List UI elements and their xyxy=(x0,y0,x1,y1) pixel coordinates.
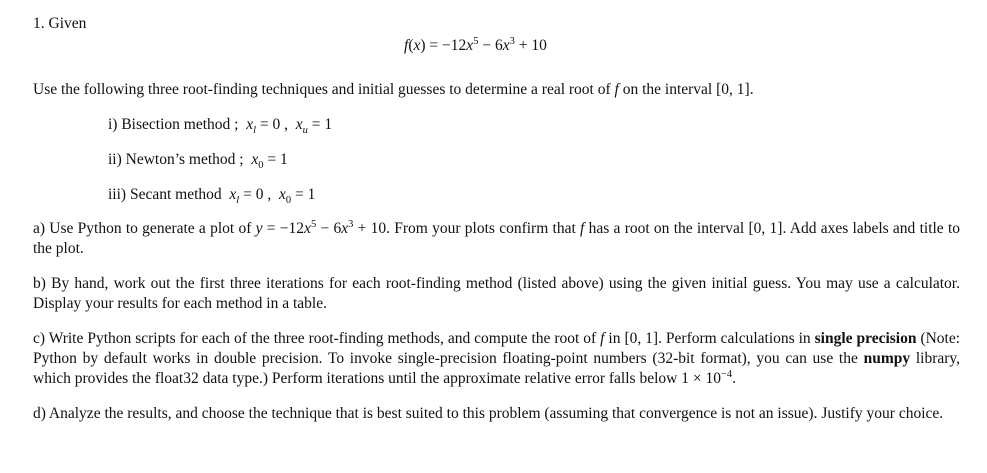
eq-sign: = xyxy=(429,37,439,54)
eq-const: 10 xyxy=(531,37,547,54)
part-a-interval: [0, 1] xyxy=(748,220,783,237)
eq-var2: x xyxy=(502,37,510,54)
instruction-f: f xyxy=(614,81,619,98)
guess-var: x xyxy=(295,116,303,133)
method-name: iii) Secant method xyxy=(108,186,222,203)
method-secant xyxy=(108,185,315,205)
guess-val: = 1 xyxy=(311,116,333,133)
part-c-text3: . Perform calculations in xyxy=(658,330,811,347)
instruction-interval: [0, 1] xyxy=(716,81,750,98)
part-a-mid: − 6 xyxy=(320,220,342,237)
guess-sub: l xyxy=(236,195,240,207)
guess-val: = 0 , xyxy=(259,116,289,133)
part-a-y: y xyxy=(255,220,263,237)
part-a-f: f xyxy=(580,220,585,237)
part-c-interval: [0, 1] xyxy=(624,330,659,347)
part-a-end: + 10. From your plots confirm that xyxy=(357,220,576,237)
part-a-var2: x xyxy=(341,220,349,237)
guess-sub: 0 xyxy=(285,195,292,207)
part-c-err-exp: −4 xyxy=(720,368,733,380)
eq-exp1: 5 xyxy=(473,35,479,47)
guess-val: = 1 xyxy=(294,186,316,203)
part-c-f: f xyxy=(600,330,605,347)
part-a-text2: has a root on the interval xyxy=(588,220,745,237)
eq-coef2: 6 xyxy=(494,37,503,54)
guess-sub: l xyxy=(253,125,257,137)
part-c-end: . xyxy=(732,370,737,387)
eq-coef1: 12 xyxy=(450,37,467,54)
guess-var: x xyxy=(278,186,286,203)
part-a-var1: x xyxy=(304,220,311,237)
part-a-text: a) Use Python to generate a plot of xyxy=(33,220,252,237)
part-c-bold-numpy: numpy xyxy=(863,350,911,367)
part-b xyxy=(33,274,960,314)
part-a-exp1: 5 xyxy=(310,218,317,230)
guess-val: = 0 , xyxy=(243,186,272,203)
part-c-text1: c) Write Python scripts for each of the three root-finding methods, and compute the root of xyxy=(33,330,597,347)
guess-val: = 1 xyxy=(267,151,288,168)
part-a-eq: = −12 xyxy=(266,220,305,237)
part-a xyxy=(33,219,960,259)
guess-sub: u xyxy=(302,125,308,137)
instruction-mid: on the interval xyxy=(622,81,713,98)
function-equation: $f(x) = -12x^5 - 6x^3 + 10$ xyxy=(404,35,547,54)
part-c-text2: in xyxy=(608,330,621,347)
part-d xyxy=(33,404,960,424)
instruction-text xyxy=(33,80,754,100)
guess-sub: 0 xyxy=(258,160,264,172)
eq-var: x xyxy=(413,37,421,54)
method-name: i) Bisection method ; xyxy=(108,116,239,133)
eq-neg: − xyxy=(442,37,451,54)
part-c-bold-single-precision: single precision xyxy=(814,330,917,347)
eq-func: f xyxy=(404,37,409,54)
guess-var: x xyxy=(246,116,254,133)
eq-minus: − xyxy=(482,37,492,54)
part-c-text4: (Note: Python by default works in double precision. To invoke single-precision floating-point numbers (32-bit format), you can use the xyxy=(33,330,961,367)
part-d-text: d) Analyze the results, and choose the technique that is best suited to this problem (assuming that convergence is not an issue). Justify your choice. xyxy=(33,405,944,422)
guess-var: x xyxy=(251,151,259,168)
problem-number-label: 1. Given xyxy=(33,15,87,32)
eq-plus: + xyxy=(518,37,528,54)
part-c-err-base: 1 × 10 xyxy=(681,370,721,387)
method-bisection xyxy=(108,115,332,135)
part-c-text5: library, which provides the float32 data type.) Perform iterations until the approximate relative error falls below xyxy=(33,350,961,387)
guess-var: x xyxy=(229,186,237,203)
method-newton xyxy=(108,150,288,170)
eq-exp2: 3 xyxy=(509,35,515,47)
eq-var1: x xyxy=(466,37,474,54)
part-b-text: b) By hand, work out the first three iterations for each root-finding method (listed above) using the given initial guess. You may use a calculator. Display your results for each method in a table. xyxy=(33,275,960,312)
part-a-exp2: 3 xyxy=(348,218,354,230)
part-a-text3: . Add axes labels and title to the plot. xyxy=(33,220,961,257)
part-c xyxy=(33,329,960,389)
instruction-end: . xyxy=(749,81,754,98)
instruction-pre: Use the following three root-finding techniques and initial guesses to determine a real root of xyxy=(33,81,611,98)
method-name: ii) Newton’s method ; xyxy=(108,151,244,168)
